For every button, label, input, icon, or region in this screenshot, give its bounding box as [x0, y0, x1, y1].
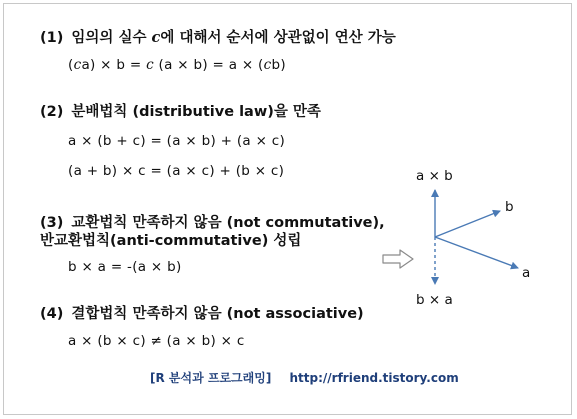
anticommutative-equation: b × a = -(a × b): [68, 259, 182, 275]
section-1-heading-post: 에 대해서 순서에 상관없이 연산 가능: [160, 30, 396, 46]
label-a: a: [522, 265, 531, 281]
label-b: b: [505, 199, 514, 215]
eq-var-c: c: [263, 57, 272, 73]
section-4-heading: [40, 302, 364, 323]
eq-part: b): [271, 57, 286, 73]
section-3-heading-line-2: 반교환법칙(anti-commutative) 성립: [40, 233, 302, 249]
eq-part: (: [68, 57, 74, 73]
section-1-heading: [40, 26, 396, 47]
non-associative-equation: a × (b × c) ≠ (a × b) × c: [68, 333, 245, 349]
section-1-number: (1): [40, 30, 64, 46]
section-3-number: (3): [40, 215, 64, 231]
footer-blog-name: [R 분석과 프로그래밍]: [150, 371, 272, 385]
section-1-heading-pre: 임의의 실수: [71, 30, 152, 46]
eq-var-c: c: [73, 57, 82, 73]
footer-url-link[interactable]: http://rfriend.tistory.com: [289, 371, 459, 385]
section-3-heading-text: 교환법칙 만족하지 않음 (not commutative),: [71, 215, 385, 231]
distributive-equation-2: (a + b) × c = (a × c) + (b × c): [68, 163, 285, 179]
section-2-heading: [40, 100, 321, 121]
section-4-number: (4): [40, 306, 64, 322]
scalar-associativity-equation: [68, 57, 286, 73]
label-b-cross-a: b × a: [416, 292, 453, 308]
eq-part: a) × b =: [81, 57, 147, 73]
section-2-number: (2): [40, 104, 64, 120]
eq-part: (a × b) = a × (: [153, 57, 264, 73]
label-a-cross-b: a × b: [416, 168, 453, 184]
distributive-equation-1: a × (b + c) = (a × b) + (a × c): [68, 133, 286, 149]
section-4-heading-text: 결합법칙 만족하지 않음 (not associative): [71, 306, 364, 322]
eq-var-c: c: [146, 57, 154, 73]
section-1-heading-var: c: [151, 29, 161, 46]
footer-credit: [150, 369, 459, 386]
vector-b-arrow: [435, 211, 500, 237]
vector-a-arrow: [435, 237, 518, 268]
section-2-heading-text: 분배법칙 (distributive law)을 만족: [71, 104, 321, 120]
